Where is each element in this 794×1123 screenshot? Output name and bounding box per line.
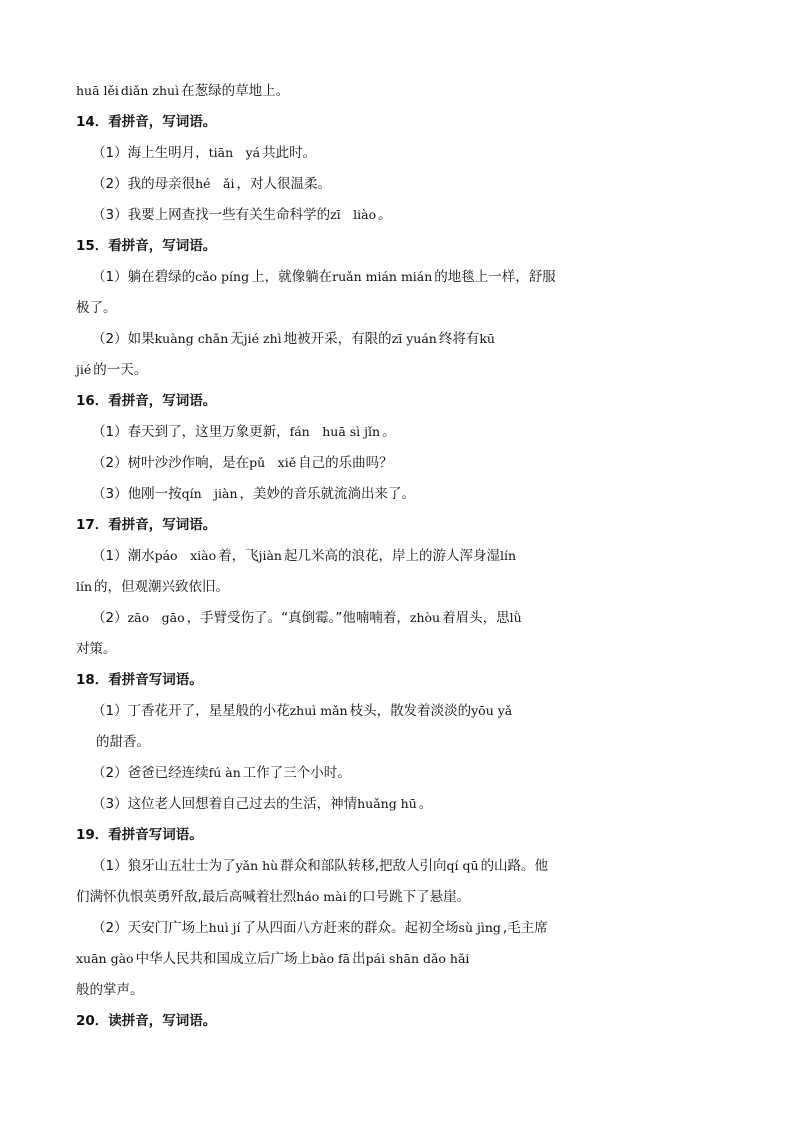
pinyin: jiàn: [258, 548, 282, 563]
text: 的口号跳下了悬崖。: [348, 889, 471, 905]
question-title-19: 19．看拼音写词语。: [76, 827, 203, 843]
item-17-2-cont: 对策。: [76, 641, 117, 657]
pinyin: pái shān dǎo hǎi: [365, 951, 470, 966]
text: ，手臂受伤了。“真倒霉。”他喃喃着，: [186, 610, 410, 626]
item-16-3: [92, 485, 415, 503]
text: （1）躺在碧绿的: [92, 269, 196, 285]
text: 。: [382, 424, 396, 440]
text: 中华人民共和国成立后广场上: [135, 951, 312, 967]
item-19-1: [92, 857, 548, 875]
text: （2）: [92, 610, 128, 626]
item-15-2-cont: [76, 361, 147, 379]
text: 起几米高的浪花，岸上的游人浑身湿: [284, 548, 500, 564]
text: （1）丁香花开了，星星般的小花: [92, 703, 290, 719]
pinyin: kū: [479, 331, 495, 346]
text: （2）爸爸已经连续: [92, 765, 209, 781]
pinyin: lǜ: [509, 610, 522, 625]
text: 的山路。他: [480, 858, 549, 874]
question-title-15: 15．看拼音，写词语。: [76, 238, 217, 254]
pinyin: zhuì mǎn: [289, 703, 348, 718]
pinyin: huì jí: [208, 920, 241, 935]
pinyin: ruǎn mián mián: [332, 269, 433, 284]
pinyin: huā lěi: [76, 83, 119, 98]
question-title-16: 16．看拼音，写词语。: [76, 393, 217, 409]
item-15-1: [92, 268, 556, 286]
text: 着，飞: [218, 548, 259, 564]
text: 地被开采，有限的: [283, 331, 392, 347]
item-14-2: [92, 175, 331, 193]
carryover-line: [76, 82, 289, 100]
item-19-2: [92, 919, 548, 937]
pinyin: jié: [76, 362, 92, 377]
item-17-1-cont: [76, 578, 229, 596]
text: 枝头，散发着淡淡的: [349, 703, 472, 719]
item-15-2: [92, 330, 495, 348]
pinyin: huǎng hū: [357, 796, 417, 811]
pinyin: háo mài: [296, 889, 347, 904]
pinyin: xuān gào: [76, 951, 134, 966]
pinyin: zī yuán: [391, 331, 437, 346]
text: 。: [418, 796, 433, 812]
pinyin: yǎn hù: [235, 858, 279, 873]
pinyin: kuàng chǎn: [154, 331, 229, 346]
pinyin: zāo gāo: [127, 610, 185, 625]
text: （1）海上生明月，: [92, 145, 209, 161]
text: 着眉头，思: [442, 610, 510, 626]
pinyin: fán huā sì jǐn: [289, 424, 381, 439]
item-16-1: [92, 423, 396, 441]
question-title-18: 18．看拼音写词语。: [76, 672, 203, 688]
item-18-1: [92, 702, 512, 720]
pinyin: zī liào: [330, 207, 377, 222]
text: 。: [378, 207, 392, 223]
pinyin: sù jìng: [458, 920, 501, 935]
item-18-3: [92, 795, 432, 813]
text: 工作了三个小时。: [242, 765, 351, 781]
text: 们满怀仇恨英勇歼敌,最后高喊着壮烈: [76, 889, 297, 905]
question-title-20: 20．读拼音，写词语。: [76, 1013, 217, 1029]
text: （2）我的母亲很: [92, 176, 196, 192]
pinyin: cǎo píng: [195, 269, 250, 284]
item-19-2-cont: [76, 950, 471, 968]
pinyin: tiān yá: [208, 145, 261, 160]
text: 共此时。: [262, 145, 317, 161]
text: 的，但观潮兴致依旧。: [94, 579, 230, 595]
pinyin: hé ǎi: [195, 176, 235, 191]
item-15-1-cont: 极了。: [76, 300, 117, 316]
text: 无: [230, 331, 244, 347]
text: （2）树叶沙沙作响，是在: [92, 455, 250, 471]
text: （1）潮水: [92, 548, 155, 564]
item-14-3: [92, 206, 392, 224]
pinyin: jié zhì: [243, 331, 282, 346]
text: （3）他刚一按: [92, 486, 182, 502]
text: （1）春天到了，这里万象更新，: [92, 424, 290, 440]
pinyin: qí qū: [446, 858, 479, 873]
question-title-14: 14．看拼音，写词语。: [76, 114, 217, 130]
item-18-1-cont: [94, 733, 150, 751]
text: 的地毯上一样，舒服: [434, 269, 556, 285]
pinyin: lín: [500, 548, 517, 563]
text: 在葱绿的草地上。: [181, 83, 290, 99]
text: 的一天。: [93, 362, 148, 378]
text: 了从四面八方赶来的群众。起初全场: [242, 920, 459, 936]
pinyin: bào fā: [311, 951, 351, 966]
pinyin: lín: [76, 579, 93, 594]
pinyin: qín jiàn: [181, 486, 238, 501]
item-18-2: [92, 764, 351, 782]
text: （1）狼牙山五壮士为了: [92, 858, 236, 874]
item-14-1: [92, 144, 316, 162]
text: 上，就像躺在: [251, 269, 333, 285]
pinyin: páo xiào: [154, 548, 217, 563]
text: 出: [352, 951, 366, 967]
pinyin: pǔ xiě: [249, 455, 297, 470]
pinyin: diǎn zhuì: [120, 83, 180, 98]
item-19-2-cont2: 般的掌声。: [76, 982, 144, 998]
pinyin: fú àn: [208, 765, 241, 780]
text: （3）这位老人回想着自己过去的生活，神情: [92, 796, 358, 812]
text: ，对人很温柔。: [236, 176, 331, 192]
text: 群众和部队转移,把敌人引向: [280, 858, 447, 874]
text: 终将有: [438, 331, 480, 347]
text: ,毛主席: [502, 920, 548, 936]
text: （2）如果: [92, 331, 155, 347]
item-17-1: [92, 547, 516, 565]
item-19-1-cont: [76, 888, 470, 906]
text: ，美妙的音乐就流淌出来了。: [239, 486, 416, 502]
item-16-2: [92, 454, 393, 472]
text: 自己的乐曲吗？: [298, 455, 393, 471]
item-17-2: [92, 609, 524, 627]
pinyin: yōu yǎ: [471, 703, 513, 718]
pinyin: zhòu: [409, 610, 441, 625]
question-title-17: 17．看拼音，写词语。: [76, 517, 217, 533]
text: （3）我要上网查找一些有关生命科学的: [92, 207, 331, 223]
text: 的甜香。: [96, 734, 150, 750]
text: （2）天安门广场上: [92, 920, 209, 936]
